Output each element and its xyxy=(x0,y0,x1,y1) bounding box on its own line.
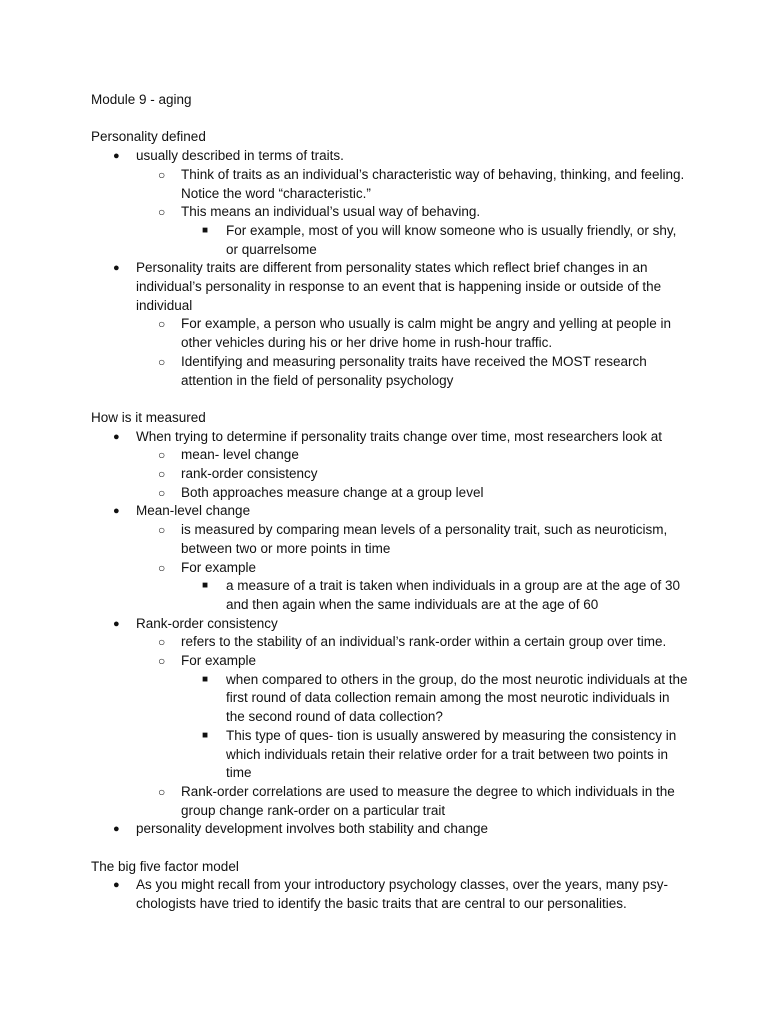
list-item xyxy=(91,876,691,913)
list-item-text: Both approaches measure change at a group level xyxy=(181,484,484,500)
spacer xyxy=(91,839,691,858)
list-item-text: This means an individual’s usual way of behaving. xyxy=(181,204,481,220)
section-heading-bigfive: The big five factor model xyxy=(91,858,239,874)
spacer xyxy=(91,110,691,129)
list-item xyxy=(91,353,691,390)
list-item xyxy=(91,820,691,839)
list-item-text: For example xyxy=(181,559,257,575)
list-item-text: when compared to others in the group, do the most neurotic individuals at the first round of data collection remain among the most neurotic individuals in the second round of data collection? xyxy=(226,671,688,725)
section-heading-personality: Personality defined xyxy=(91,129,206,145)
list-item xyxy=(91,633,691,652)
list-item xyxy=(91,615,691,634)
hollow-circle-bullet-icon: ○ xyxy=(158,485,166,500)
list-item-text: is measured by comparing mean levels of a personality trait, such as neuroticism, between two or more points in time xyxy=(181,522,668,556)
list-item-text: Personality traits are different from personality states which reflect brief changes in an individual’s personality in response to an event that is happening inside or outside of the individual xyxy=(136,260,662,313)
spacer xyxy=(91,390,691,409)
list-item-text: This type of ques- tion is usually answered by measuring the consistency in which individuals retain their relative order for a trait between two points in time xyxy=(226,727,677,781)
list-item xyxy=(91,521,691,558)
list-item xyxy=(91,428,691,447)
list-item-text: personality development involves both stability and change xyxy=(136,821,488,837)
list-item-text: usually described in terms of traits. xyxy=(136,148,344,164)
list-item xyxy=(91,166,691,203)
filled-circle-bullet-icon: ● xyxy=(113,879,120,892)
hollow-circle-bullet-icon: ○ xyxy=(158,448,166,463)
hollow-circle-bullet-icon: ○ xyxy=(158,784,166,799)
list-item xyxy=(91,446,691,465)
hollow-circle-bullet-icon: ○ xyxy=(158,635,166,650)
list-item xyxy=(91,222,691,259)
list-item xyxy=(91,315,691,352)
list-item xyxy=(91,465,691,484)
list-item-text: For example, most of you will know someone who is usually friendly, or shy, or quarrelsome xyxy=(226,222,677,257)
square-bullet-icon: ■ xyxy=(202,580,209,592)
list-item-text: Rank-order consistency xyxy=(136,615,278,631)
hollow-circle-bullet-icon: ○ xyxy=(158,317,166,332)
section-heading-measured: How is it measured xyxy=(91,409,206,425)
hollow-circle-bullet-icon: ○ xyxy=(158,354,166,369)
list-item xyxy=(91,577,691,614)
list-item xyxy=(91,203,691,222)
list-item xyxy=(91,671,691,727)
filled-circle-bullet-icon: ● xyxy=(113,505,120,518)
hollow-circle-bullet-icon: ○ xyxy=(158,654,166,669)
list-item-text: Think of traits as an individual’s characteristic way of behaving, thinking, and feeling. Notice the word “characteristic.” xyxy=(181,166,685,201)
list-item xyxy=(91,502,691,521)
filled-circle-bullet-icon: ● xyxy=(113,617,120,630)
hollow-circle-bullet-icon: ○ xyxy=(158,560,166,575)
filled-circle-bullet-icon: ● xyxy=(113,823,120,836)
square-bullet-icon: ■ xyxy=(202,673,209,685)
list-item-text: As you might recall from your introductory psychology classes, over the years, many psy- chologists have tried to identify the basic traits that are central to our personalities. xyxy=(136,877,668,912)
list-item-text: Identifying and measuring personality traits have received the MOST research attention in the field of personality psychology xyxy=(181,353,647,388)
hollow-circle-bullet-icon: ○ xyxy=(158,467,166,482)
list-item-text: a measure of a trait is taken when individuals in a group are at the age of 30 and then again when the same individuals are at the age of 60 xyxy=(226,578,681,612)
list-item-text: For example, a person who usually is calm might be angry and yelling at people in other vehicles during his or her drive home in rush-hour traffic. xyxy=(181,316,672,351)
filled-circle-bullet-icon: ● xyxy=(113,262,120,275)
square-bullet-icon: ■ xyxy=(202,224,209,236)
list-item xyxy=(91,727,691,783)
list-item-text: For example xyxy=(181,653,257,669)
list-item-text: Rank-order correlations are used to measure the degree to which individuals in the group change rank-order on a particular trait xyxy=(181,783,675,818)
list-item xyxy=(91,484,691,503)
list-item-text: rank-order consistency xyxy=(181,466,318,482)
list-item xyxy=(91,783,691,820)
hollow-circle-bullet-icon: ○ xyxy=(158,523,166,538)
filled-circle-bullet-icon: ● xyxy=(113,430,120,443)
hollow-circle-bullet-icon: ○ xyxy=(158,167,166,182)
document-title: Module 9 - aging xyxy=(91,92,192,107)
list-item xyxy=(91,259,691,315)
list-item xyxy=(91,559,691,578)
list-item xyxy=(91,652,691,671)
list-item-text: mean- level change xyxy=(181,447,299,463)
hollow-circle-bullet-icon: ○ xyxy=(158,205,166,220)
square-bullet-icon: ■ xyxy=(202,729,209,741)
list-item-text: When trying to determine if personality traits change over time, most researchers look at xyxy=(136,428,662,444)
list-item-text: refers to the stability of an individual’s rank-order within a certain group over time. xyxy=(181,634,667,650)
filled-circle-bullet-icon: ● xyxy=(113,150,120,163)
list-item xyxy=(91,147,691,166)
document-page xyxy=(91,91,691,914)
list-item-text: Mean-level change xyxy=(136,503,251,519)
